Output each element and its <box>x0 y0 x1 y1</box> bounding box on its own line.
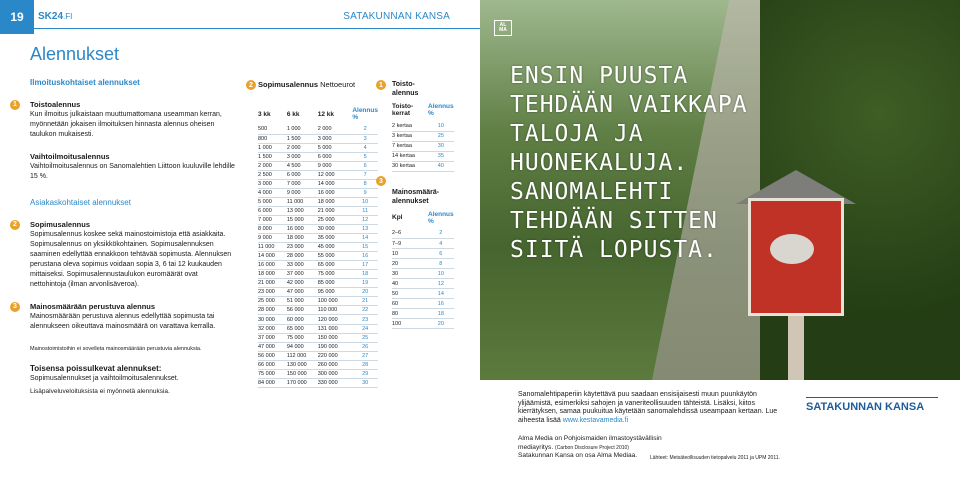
agency-note: Mainostoimistoihin ei sovelleta mainosmäärään perustuvia alennuksia. <box>30 346 202 352</box>
marker-3: 3 <box>10 302 20 312</box>
volume-table-title: Mainosmäärä- alennukset <box>392 188 440 205</box>
table-row <box>258 369 378 378</box>
table-cell: 14 000 <box>258 252 287 261</box>
table-row <box>392 259 454 269</box>
table-cell: 13 <box>352 225 378 234</box>
table-cell: 11 000 <box>287 197 318 206</box>
headline-line: ENSIN PUUSTA <box>510 63 689 89</box>
table-row <box>258 161 378 170</box>
table-cell: 56 000 <box>258 351 287 360</box>
site-suffix: .FI <box>63 12 73 21</box>
table-cell: 3 000 <box>258 179 287 188</box>
table-cell: 37 000 <box>287 270 318 279</box>
table-cell: 37 000 <box>258 333 287 342</box>
table-cell: 16 000 <box>318 188 353 197</box>
table-cell: 220 000 <box>318 351 353 360</box>
table-cell: 35 000 <box>318 234 353 243</box>
table-cell: 5 000 <box>258 197 287 206</box>
table-cell: 19 <box>352 279 378 288</box>
table-cell: 800 <box>258 134 287 143</box>
table-cell: 60 <box>392 299 428 309</box>
ad-headline <box>510 62 790 265</box>
column-header: 3 kk <box>258 110 271 118</box>
table-cell: 35 <box>428 151 454 161</box>
column-header: 12 kk <box>317 110 335 118</box>
table-cell: 100 000 <box>318 297 353 306</box>
table-cell: 5 <box>352 152 378 161</box>
table-cell: 5 000 <box>318 143 353 152</box>
column-header: 6 kk <box>286 110 300 118</box>
table-row <box>392 161 454 171</box>
paper-name: SATAKUNNAN KANSA <box>343 11 450 22</box>
table-cell: 3 kertaa <box>392 131 428 141</box>
closing-title: Toisensa poissulkevat alennukset: <box>30 364 162 373</box>
table-cell: 12 000 <box>318 170 353 179</box>
table-cell: 27 <box>352 351 378 360</box>
table-row <box>258 351 378 360</box>
table-row <box>258 306 378 315</box>
block-title: Vaihtoilmoitusalennus <box>30 152 110 161</box>
table-cell: 15 000 <box>287 215 318 224</box>
table-cell: 30 <box>392 269 428 279</box>
table-row <box>258 324 378 333</box>
exchange-discount-block <box>30 152 235 182</box>
table-row <box>258 225 378 234</box>
table-cell: 51 000 <box>287 297 318 306</box>
table-row <box>258 288 378 297</box>
block-title: Toistoalennus <box>30 100 81 109</box>
table-cell: 1 500 <box>287 134 318 143</box>
table-cell: 1 000 <box>258 143 287 152</box>
table-row <box>258 143 378 152</box>
column-header: Alennus % <box>428 210 454 225</box>
table-cell: 40 <box>428 161 454 171</box>
ad-line2: mediayritys. <box>518 443 554 451</box>
table-cell: 4 000 <box>258 188 287 197</box>
table-cell: 25 <box>428 131 454 141</box>
table-cell: 260 000 <box>318 360 353 369</box>
table-row <box>392 319 454 329</box>
table-row <box>258 206 378 215</box>
table-cell: 500 <box>258 125 287 134</box>
table-cell: 23 000 <box>287 243 318 252</box>
page-title: Alennukset <box>30 44 120 64</box>
table-cell: 55 000 <box>318 252 353 261</box>
table-row <box>258 152 378 161</box>
table-title: Sopimusalennus <box>258 80 319 89</box>
right-tables <box>392 80 458 329</box>
table-cell: 60 000 <box>287 315 318 324</box>
discount-descriptions <box>13 78 235 384</box>
table-row <box>392 289 454 299</box>
table-cell: 18 000 <box>258 270 287 279</box>
table-cell: 4 500 <box>287 161 318 170</box>
advertisement-image <box>480 0 960 380</box>
block-title: Sopimusalennus <box>30 220 91 229</box>
block-title: Mainosmäärään perustuva alennus <box>30 302 156 311</box>
marker-1: 1 <box>376 80 386 90</box>
table-cell: 47 000 <box>287 288 318 297</box>
table-row <box>258 279 378 288</box>
table-cell: 25 <box>352 333 378 342</box>
table-cell: 15 <box>352 243 378 252</box>
header-divider <box>34 28 480 29</box>
table-cell: 11 <box>352 206 378 215</box>
table-cell: 12 <box>428 279 454 289</box>
table-cell: 28 <box>352 360 378 369</box>
table-cell: 130 000 <box>287 360 318 369</box>
table-cell: 131 000 <box>318 324 353 333</box>
table-cell: 7 <box>352 170 378 179</box>
table-cell: 75 000 <box>287 333 318 342</box>
table-cell: 47 000 <box>258 342 287 351</box>
repeat-discount-table <box>392 103 454 172</box>
table-cell: 170 000 <box>287 378 318 387</box>
table-cell: 2 000 <box>318 125 353 134</box>
table-cell: 14 000 <box>318 179 353 188</box>
marker-1: 1 <box>10 100 20 110</box>
table-cell: 16 <box>428 299 454 309</box>
table-cell: 13 000 <box>287 206 318 215</box>
table-cell: 190 000 <box>318 342 353 351</box>
table-cell: 6 000 <box>258 206 287 215</box>
table-cell: 120 000 <box>318 315 353 324</box>
table-cell: 20 <box>428 319 454 329</box>
table-cell: 75 000 <box>318 270 353 279</box>
table-cell: 6 000 <box>318 152 353 161</box>
table-cell: 75 000 <box>258 369 287 378</box>
table-row <box>392 269 454 279</box>
block-text: Kun ilmoitus julkaistaan muuttumattomana useamman kerran, myönnetään jokaisen ilmoituksen hinnasta alennus oheisen taulukon mukaisesti. <box>30 111 222 138</box>
table-cell: 8 000 <box>258 225 287 234</box>
block-text: Mainosmäärään perustuva alennus edellyttää sopimusta tai alennukseen oikeuttava mainosmäärä on varattava kerralla. <box>30 313 216 330</box>
table-cell: 100 <box>392 319 428 329</box>
table-cell: 330 000 <box>318 378 353 387</box>
table-cell: 9 000 <box>287 188 318 197</box>
contract-discount-block <box>13 220 235 290</box>
contract-discount-table <box>258 107 378 388</box>
table-cell: 3 000 <box>318 134 353 143</box>
table-row <box>258 234 378 243</box>
contract-table-title <box>258 80 378 89</box>
table-cell: 4 <box>428 239 454 249</box>
mailbox-post <box>788 316 804 380</box>
table-cell: 40 <box>392 279 428 289</box>
table-cell: 7–9 <box>392 239 428 249</box>
block-text: Vaihtoilmoitusalennus on Sanomalehtien Liittoon kuuluville lehdille 15 %. <box>30 163 235 180</box>
block-text: Sopimusalennus koskee sekä mainostoimistoja että asiakkaita. Sopimusalennus on yksikkökohtainen. Sopimusalennuksen saaminen edellyttää ennakkoon tehtävää sopimusta. Alennuksen perustana oleva sopimus voidaan sopia 3, 6 tai 12 kuukauden mittaiseksi. Sopimusalennustaulukon euromäärät ovat nettohintoja (ilman arvonlisäveroa). <box>30 231 232 288</box>
table-cell: 30 000 <box>318 225 353 234</box>
table-cell: 16 <box>352 252 378 261</box>
table-cell: 56 000 <box>287 306 318 315</box>
table-cell: 10 <box>352 197 378 206</box>
table-cell: 2 000 <box>258 161 287 170</box>
table-cell: 8 <box>352 179 378 188</box>
table-cell: 4 <box>352 143 378 152</box>
table-row <box>258 252 378 261</box>
table-cell: 21 000 <box>258 279 287 288</box>
table-row <box>392 141 454 151</box>
table-cell: 17 <box>352 261 378 270</box>
table-cell: 14 kertaa <box>392 151 428 161</box>
table-row <box>392 121 454 131</box>
table-cell: 10 <box>428 121 454 131</box>
table-cell: 300 000 <box>318 369 353 378</box>
closing-text: Sopimusalennukset ja vaihtoilmoitusalennukset. <box>30 375 179 382</box>
table-cell: 18 <box>352 270 378 279</box>
ad-line3: Satakunnan Kansa on osa Alma Mediaa. <box>518 452 638 460</box>
table-cell: 32 000 <box>258 324 287 333</box>
table-cell: 84 000 <box>258 378 287 387</box>
table-row <box>392 309 454 319</box>
table-cell: 24 <box>352 324 378 333</box>
table-row <box>392 279 454 289</box>
table-cell: 21 <box>352 297 378 306</box>
footnote: Lisäpalveluveloituksista ei myönnetä alennuksia. <box>30 388 170 395</box>
table-row <box>392 151 454 161</box>
table-cell: 9 000 <box>318 161 353 170</box>
table-cell: 2 <box>352 125 378 134</box>
table-row <box>258 215 378 224</box>
table-cell: 29 <box>352 369 378 378</box>
table-row <box>258 179 378 188</box>
table-cell: 16 000 <box>287 225 318 234</box>
headline-line: TEHDÄÄN VAIKKAPA <box>510 92 748 118</box>
volume-discount-block <box>13 302 235 332</box>
table-cell: 10 <box>392 249 428 259</box>
table-cell: 21 000 <box>318 206 353 215</box>
volume-discount-table <box>392 211 454 330</box>
page-header <box>0 0 480 34</box>
marker-2: 2 <box>246 80 256 90</box>
table-row <box>258 243 378 252</box>
table-cell: 6 <box>428 249 454 259</box>
table-cell: 6 000 <box>287 170 318 179</box>
table-cell: 7 000 <box>287 179 318 188</box>
page-number: 19 <box>0 0 34 34</box>
marker-2: 2 <box>10 220 20 230</box>
column-header: Toisto- kerrat <box>392 103 414 117</box>
headline-line: TEHDÄÄN SITTEN <box>510 208 718 234</box>
table-cell: 16 000 <box>258 261 287 270</box>
table-row <box>258 134 378 143</box>
table-cell: 26 <box>352 342 378 351</box>
table-cell: 20 <box>352 288 378 297</box>
table-row <box>392 239 454 249</box>
table-cell: 8 <box>428 259 454 269</box>
headline-line: TALOJA JA <box>510 121 644 147</box>
table-cell: 3 000 <box>287 152 318 161</box>
column-header: Alennus % <box>352 107 378 121</box>
table-cell: 95 000 <box>318 288 353 297</box>
table-cell: 2 000 <box>287 143 318 152</box>
table-row <box>258 188 378 197</box>
ad-sources: Lähteet: Metsäteollisuuden tietopalvelu 2011 ja UPM 2011. <box>650 455 780 461</box>
headline-line: SANOMALEHTI <box>510 179 674 205</box>
table-row <box>258 333 378 342</box>
repeat-table-title: Toisto- alennus <box>392 81 419 97</box>
table-cell: 30 <box>428 141 454 151</box>
table-row <box>392 131 454 141</box>
table-row <box>392 299 454 309</box>
table-cell: 30 000 <box>258 315 287 324</box>
table-cell: 14 <box>352 234 378 243</box>
table-row <box>258 197 378 206</box>
table-cell: 18 000 <box>287 234 318 243</box>
ad-line2-source: (Carbon Disclosure Project 2010) <box>555 444 629 451</box>
table-cell: 25 000 <box>258 297 287 306</box>
table-cell: 14 <box>428 289 454 299</box>
table-cell: 65 000 <box>287 324 318 333</box>
table-cell: 80 <box>392 309 428 319</box>
table-cell: 18 <box>428 309 454 319</box>
table-cell: 112 000 <box>287 351 318 360</box>
table-row <box>258 315 378 324</box>
table-cell: 94 000 <box>287 342 318 351</box>
table-cell: 11 000 <box>258 243 287 252</box>
table-cell: 23 <box>352 315 378 324</box>
headline-line: HUONEKALUJA. <box>510 150 689 176</box>
table-cell: 150 000 <box>318 333 353 342</box>
alma-logo: AL MA <box>494 20 512 36</box>
table-cell: 33 000 <box>287 261 318 270</box>
column-header: Kpl <box>392 214 403 221</box>
table-row <box>258 261 378 270</box>
repeat-discount-block <box>13 100 235 140</box>
table-cell: 28 000 <box>258 306 287 315</box>
site-logo[interactable] <box>38 11 72 22</box>
table-cell: 42 000 <box>287 279 318 288</box>
table-row <box>258 125 378 134</box>
table-cell: 1 000 <box>287 125 318 134</box>
table-cell: 1 500 <box>258 152 287 161</box>
ad-body <box>518 391 790 425</box>
table-cell: 23 000 <box>258 288 287 297</box>
table-cell: 2–6 <box>392 229 428 239</box>
table-cell: 28 000 <box>287 252 318 261</box>
table-cell: 22 <box>352 306 378 315</box>
table-cell: 45 000 <box>318 243 353 252</box>
contract-discount-table-wrap <box>258 80 378 388</box>
table-cell: 10 <box>428 269 454 279</box>
table-row <box>258 297 378 306</box>
exclusive-discounts <box>30 364 235 384</box>
table-cell: 25 000 <box>318 215 353 224</box>
table-cell: 18 000 <box>318 197 353 206</box>
section-heading-ad-specific: Ilmoituskohtaiset alennukset <box>30 78 140 87</box>
table-cell: 85 000 <box>318 279 353 288</box>
table-cell: 9 <box>352 188 378 197</box>
section-heading-customer-specific: Asiakaskohtaiset alennukset <box>30 198 131 207</box>
table-cell: 2 kertaa <box>392 121 428 131</box>
table-cell: 12 <box>352 215 378 224</box>
table-cell: 150 000 <box>287 369 318 378</box>
table-cell: 6 <box>352 161 378 170</box>
marker-3: 3 <box>376 176 386 186</box>
table-cell: 30 <box>352 378 378 387</box>
ad-line1: Alma Media on Pohjoismaiden ilmastoystävällisin <box>518 435 662 442</box>
table-cell: 50 <box>392 289 428 299</box>
table-row <box>258 378 378 387</box>
table-row <box>258 270 378 279</box>
table-cell: 20 <box>392 259 428 269</box>
table-row <box>392 249 454 259</box>
table-cell: 9 000 <box>258 234 287 243</box>
ad-link[interactable]: www.kestavamedia.fi <box>562 416 629 424</box>
table-row <box>258 360 378 369</box>
table-title-suffix: Nettoeurot <box>320 80 356 89</box>
table-cell: 30 kertaa <box>392 161 428 171</box>
table-cell: 65 000 <box>318 261 353 270</box>
column-header: Alennus % <box>428 103 454 117</box>
table-row <box>258 342 378 351</box>
table-cell: 66 000 <box>258 360 287 369</box>
table-cell: 2 500 <box>258 170 287 179</box>
table-cell: 2 <box>428 229 454 239</box>
table-cell: 7 000 <box>258 215 287 224</box>
table-cell: 3 <box>352 134 378 143</box>
ad-body-text: Sanomalehtipaperiin käytettävä puu saadaan ensisijaisesti muun puunkäytön ylijäämistä, esimerkiksi sahojen ja vaneriteollisuuden tähteistä. Lisäksi, kiitos kierrätyksen, samaa puukuitua käytetään sanomalehdissä useampaan kertaan. Lue aiheesta lisää <box>518 391 778 424</box>
headline-line: SIITÄ LOPUSTA. <box>510 237 718 263</box>
brand-logo[interactable]: SATAKUNNAN KANSA <box>806 397 938 413</box>
table-row <box>258 170 378 179</box>
table-cell: 110 000 <box>318 306 353 315</box>
table-cell: 7 kertaa <box>392 141 428 151</box>
site-name: SK24 <box>38 11 64 22</box>
table-row <box>392 229 454 239</box>
